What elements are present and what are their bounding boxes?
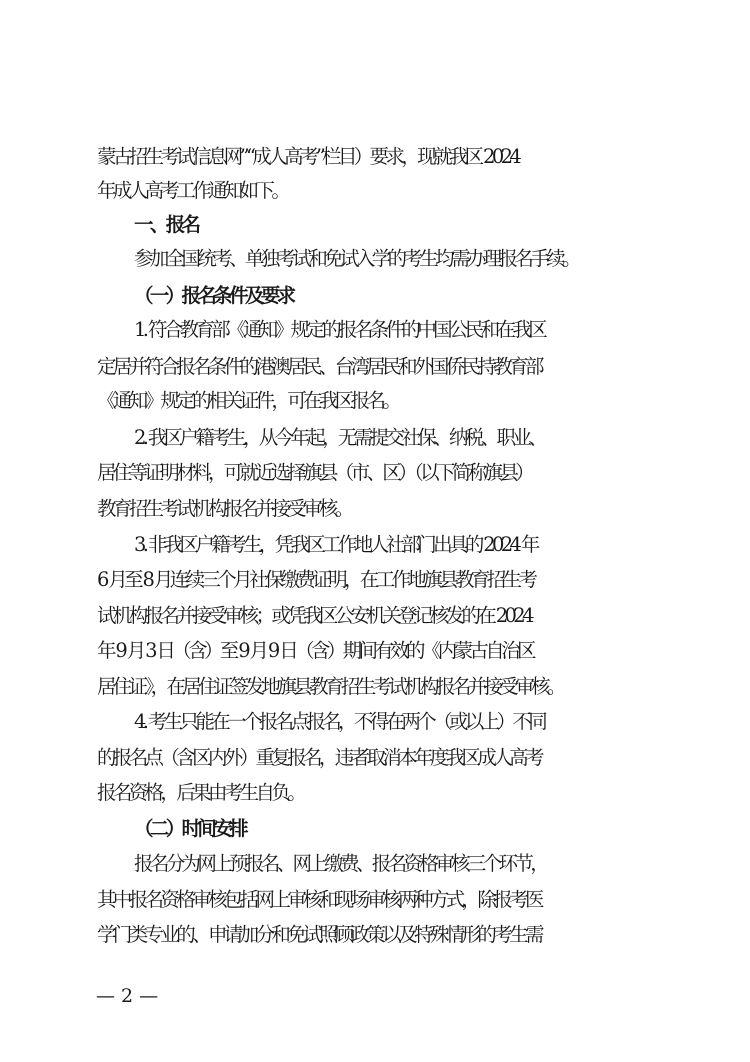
body-line: 《通知》规定的相关证件，可在我区报名。 xyxy=(97,389,399,412)
body-line: 1. 符合教育部《通知》规定的报名条件的中国公民和在我区 xyxy=(134,318,545,341)
body-line: 报名分为网上预报名、网上缴费、报名资格审核三个环节， xyxy=(134,852,547,875)
body-line: 其中报名资格审核包括网上审核和现场审核两种方式，除报考医 xyxy=(97,888,541,911)
page-number: — 2 — xyxy=(96,985,159,1007)
body-line: 报名资格，后果由考生自负。 xyxy=(97,781,304,804)
body-line: 2. 我区户籍考生，从今年起，无需提交社保、纳税、职业、 xyxy=(134,426,545,449)
subsection-heading: （二）时间安排 xyxy=(134,817,245,840)
body-line: 蒙古招生考试信息网”“成人高考”栏目）要求，现就我区 2024 xyxy=(97,145,519,168)
body-line: 的报名点（含区内外）重复报名，违者取消本年度我区成人高考 xyxy=(97,746,541,769)
body-line: 定居并符合报名条件的港澳居民、台湾居民和外国侨民持教育部 xyxy=(97,355,541,378)
body-line: 参加全国统考、单独考试和免试入学的考生均需办理报名手续。 xyxy=(134,247,578,270)
body-line: 学门类专业的、申请加分和免试照顾政策以及特殊情形的考生需 xyxy=(97,923,541,946)
body-line: 4. 考生只能在一个报名点报名，不得在两个（或以上）不同 xyxy=(134,710,545,733)
body-line: 试机构报名并接受审核；或凭我区公安机关登记核发的在 2024 xyxy=(97,604,531,627)
body-line: 3. 非我区户籍考生，凭我区工作地人社部门出具的 2024 年 xyxy=(134,533,537,556)
body-line: 居住等证明材料，可就近选择旗县（市、区）（以下简称旗县） xyxy=(97,461,532,484)
body-line: 6 月至 8 月连续三个月社保缴费证明，在工作地旗县教育招生考 xyxy=(97,568,535,591)
body-line: 教育招生考试机构报名并接受审核。 xyxy=(97,497,351,520)
body-line: 年 9 月 3 日（含）至 9 月 9 日（含）期间有效的《内蒙古自治区 xyxy=(97,639,533,662)
body-line: 居住证》，在居住证签发地旗县教育招生考试机构报名并接受审核。 xyxy=(97,675,563,698)
body-line: 年成人高考工作通知如下。 xyxy=(97,179,288,202)
subsection-heading: （一）报名条件及要求 xyxy=(134,284,293,307)
section-heading: 一、报名 xyxy=(134,213,198,236)
